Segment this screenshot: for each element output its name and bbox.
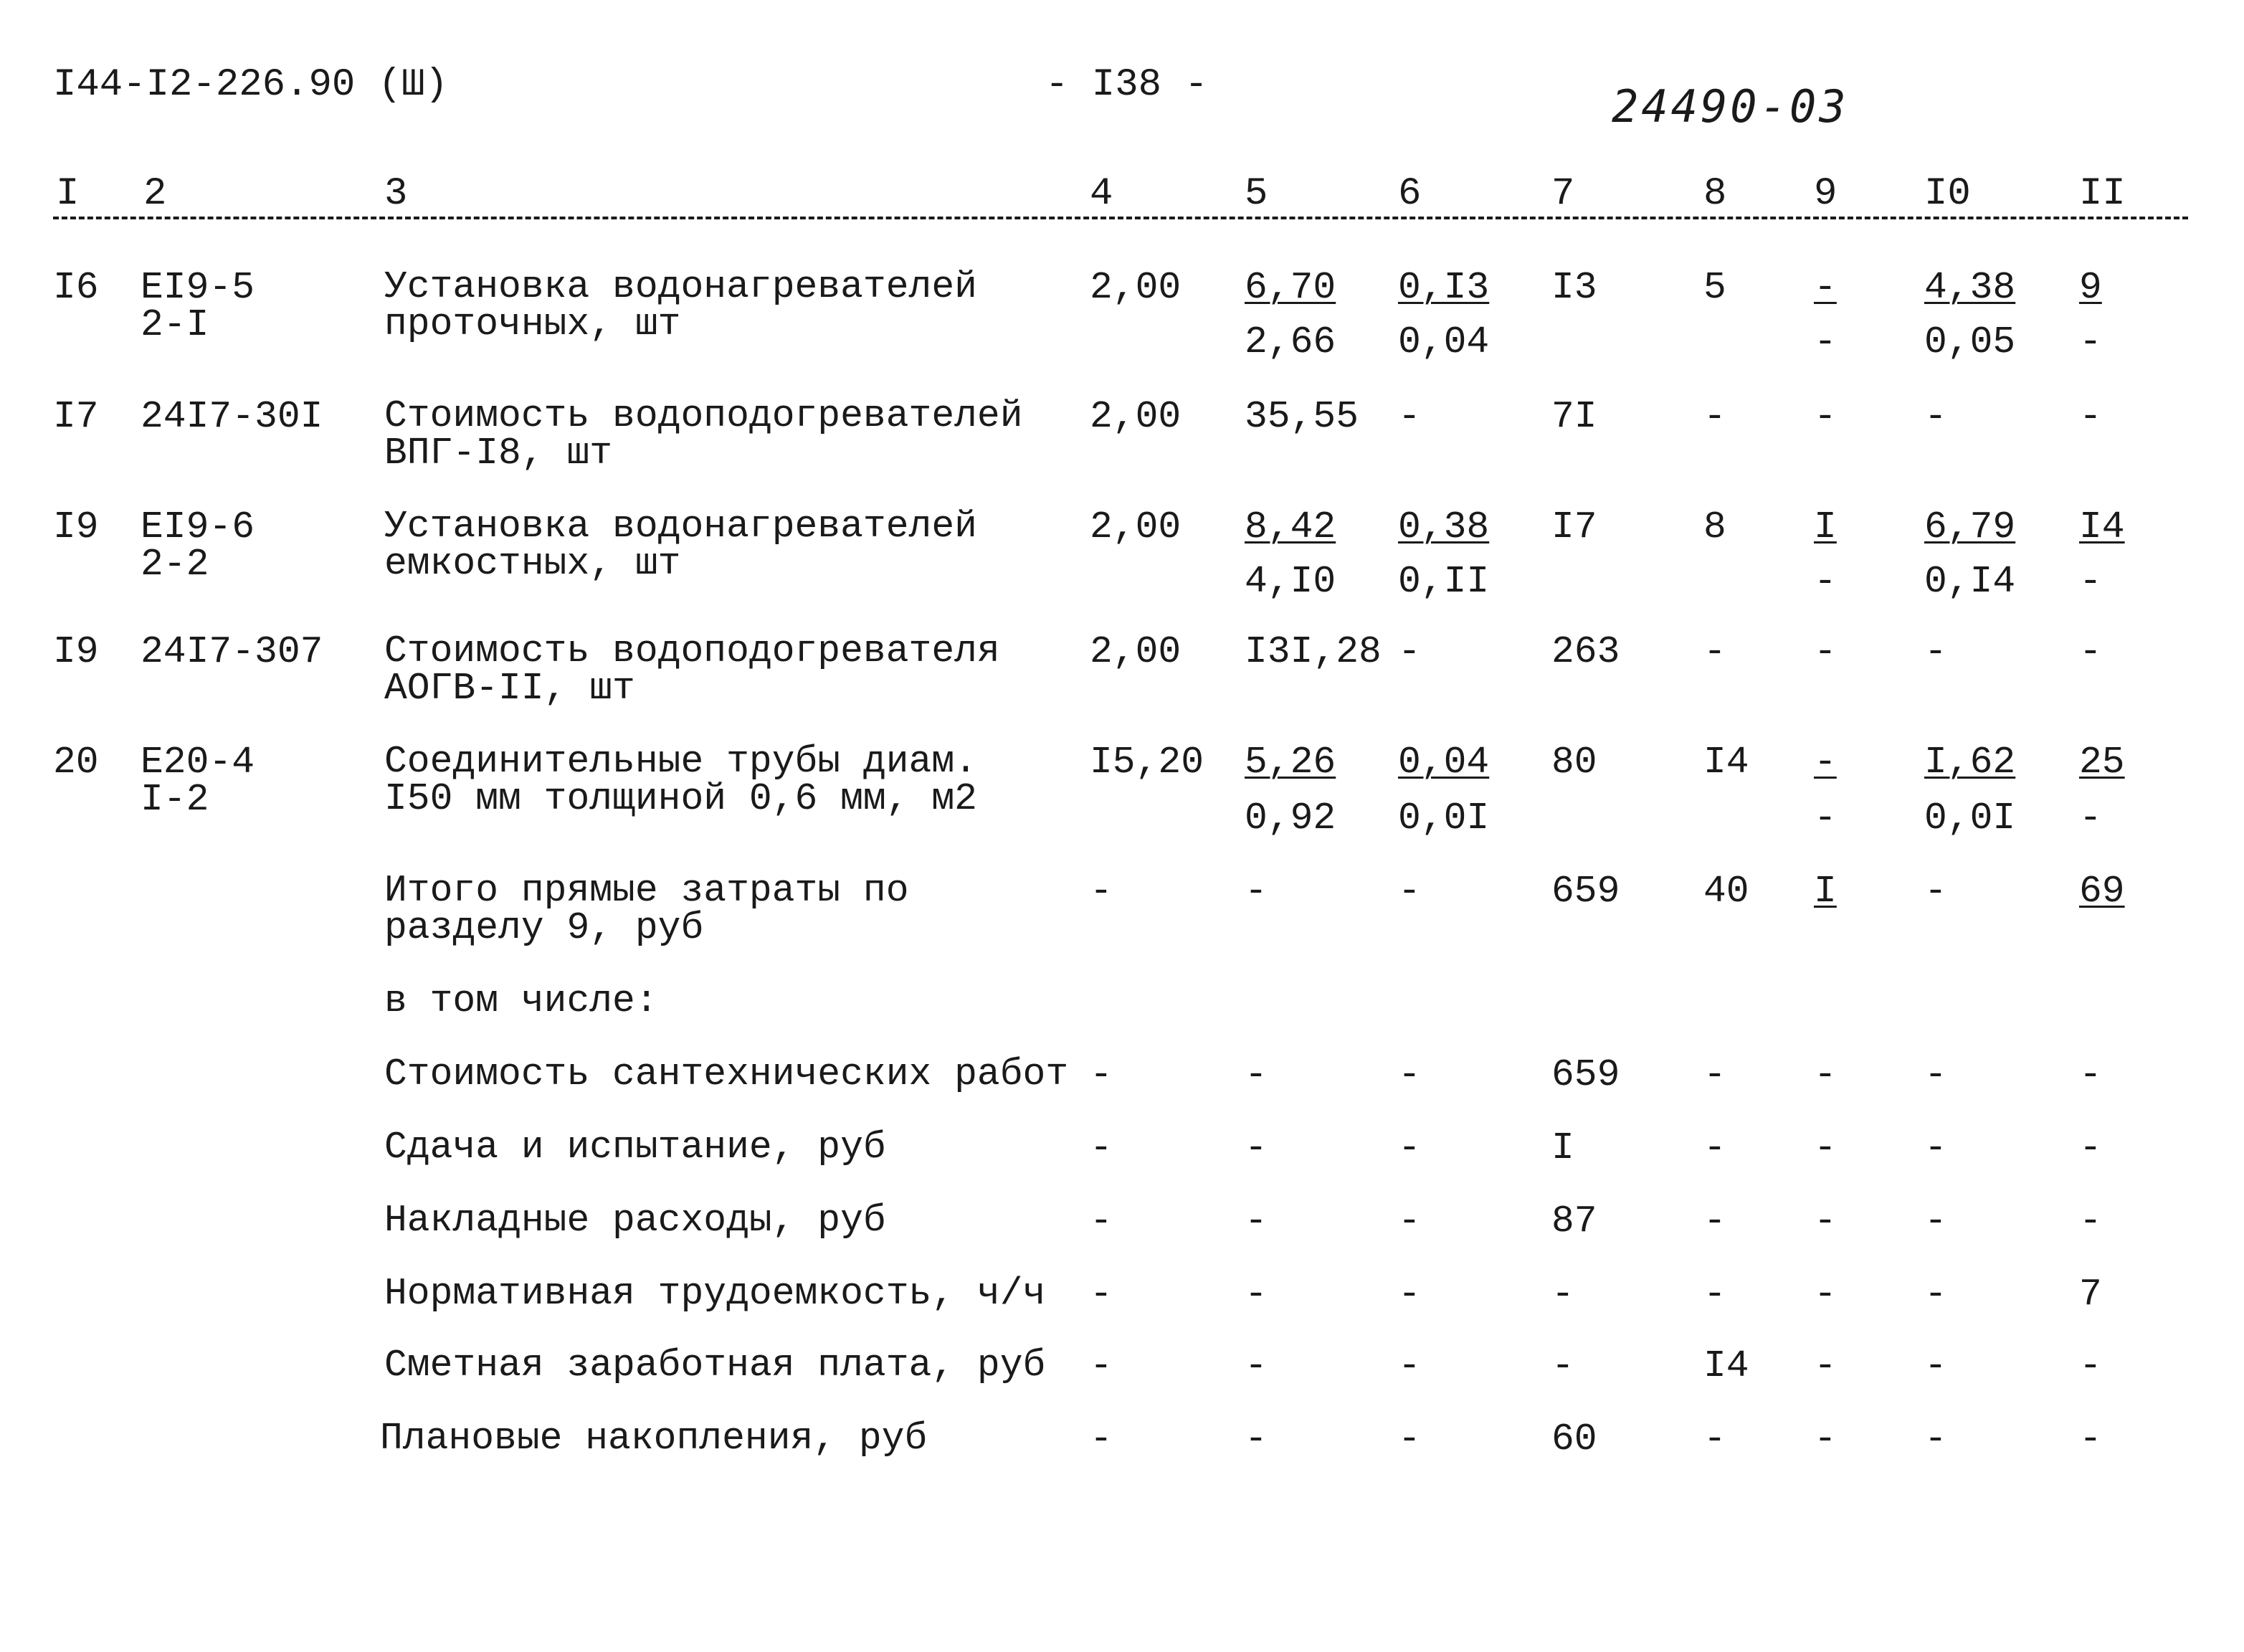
col8-value: - [1703,395,1726,438]
summary-col10: - [1924,1126,1947,1169]
page-number: - I38 - [1045,63,1208,107]
col8-value: - [1703,630,1726,673]
including-label: в том числе: [384,979,658,1022]
summary-col8: - [1703,1200,1726,1243]
summary-col10: - [1924,1273,1947,1316]
work-description-cont: проточных, шт [384,303,681,346]
unit-cost: 8,42 [1245,505,1336,549]
column-header: 8 [1703,172,1727,216]
totals-col9: I [1814,870,1837,913]
rate-code-sub: I-2 [141,778,209,821]
col10-sub: 0,05 [1924,321,2016,364]
totals-col8: 40 [1703,870,1749,913]
column-header: 5 [1245,172,1268,216]
total-cost: 7I [1551,395,1597,438]
col11-sub: - [2079,321,2102,364]
summary-col5: - [1245,1344,1268,1387]
summary-col9: - [1814,1053,1837,1096]
col11-value: - [2079,630,2102,673]
totals-col4: - [1090,870,1113,913]
sheet-number: 24490-03 [1612,80,1849,133]
summary-col4: - [1090,1053,1113,1096]
summary-col4: - [1090,1418,1113,1461]
totals-label-cont: разделу 9, руб [384,906,704,949]
column-header: 9 [1814,172,1837,216]
summary-col5: - [1245,1053,1268,1096]
summary-col11: 7 [2079,1273,2102,1316]
summary-col6: - [1398,1200,1421,1243]
summary-col6: - [1398,1053,1421,1096]
col6-value: - [1398,395,1421,438]
column-header: 2 [143,172,167,216]
column-header: II [2079,172,2126,216]
summary-col7: - [1551,1273,1574,1316]
col6-value: - [1398,630,1421,673]
summary-col10: - [1924,1200,1947,1243]
quantity: 2,00 [1090,266,1182,309]
summary-col4: - [1090,1200,1113,1243]
col11-value: - [2079,395,2102,438]
summary-col5: - [1245,1418,1268,1461]
summary-col6: - [1398,1126,1421,1169]
summary-col8: - [1703,1053,1726,1096]
col6-sub: 0,II [1398,560,1490,603]
summary-col6: - [1398,1344,1421,1387]
unit-cost-sub: 2,66 [1245,321,1336,364]
summary-label: Накладные расходы, руб [384,1199,886,1242]
col8-value: 5 [1703,266,1726,309]
summary-label: Стоимость сантехнических работ [384,1053,1069,1096]
col9-value: - [1814,395,1837,438]
unit-cost-sub: 0,92 [1245,797,1336,840]
summary-col8: - [1703,1418,1726,1461]
col6-value: 0,I3 [1398,266,1490,309]
col6-sub: 0,0I [1398,797,1490,840]
rate-code: EI9-6 [141,505,255,549]
summary-col7: I [1551,1126,1574,1169]
summary-col4: - [1090,1126,1113,1169]
col11-sub: - [2079,560,2102,603]
row-number: 20 [53,741,99,784]
row-number: I6 [53,266,99,309]
total-cost: I7 [1551,505,1597,549]
work-description: Установка водонагревателей [384,505,977,548]
summary-label: Плановые накопления, руб [380,1417,928,1460]
quantity: I5,20 [1090,741,1204,784]
col11-sub: - [2079,797,2102,840]
col8-value: 8 [1703,505,1726,549]
work-description: Соединительные трубы диам. [384,740,977,783]
summary-col10: - [1924,1053,1947,1096]
col11-value: 9 [2079,266,2102,309]
totals-col10: - [1924,870,1947,913]
col11-value: I4 [2079,505,2125,549]
unit-cost-sub: 4,I0 [1245,560,1336,603]
summary-col9: - [1814,1126,1837,1169]
summary-label: Сметная заработная плата, руб [384,1344,1046,1387]
quantity: 2,00 [1090,395,1182,438]
summary-col10: - [1924,1344,1947,1387]
summary-col11: - [2079,1344,2102,1387]
unit-cost: 6,70 [1245,266,1336,309]
rate-code-sub: 2-2 [141,543,209,586]
work-description-cont: I50 мм толщиной 0,6 мм, м2 [384,777,977,820]
summary-col11: - [2079,1418,2102,1461]
row-number: I7 [53,395,99,438]
summary-col5: - [1245,1273,1268,1316]
header-dashed-rule [53,217,2188,219]
col6-sub: 0,04 [1398,321,1490,364]
summary-col7: 87 [1551,1200,1597,1243]
summary-col5: - [1245,1126,1268,1169]
column-header: 3 [384,172,408,216]
col10-value: - [1924,630,1947,673]
unit-cost: 35,55 [1245,395,1359,438]
summary-col9: - [1814,1344,1837,1387]
document-code: I44-I2-226.90 (Ш) [53,63,448,107]
row-number: I9 [53,505,99,549]
summary-col8: - [1703,1273,1726,1316]
rate-code: E20-4 [141,741,255,784]
summary-col6: - [1398,1418,1421,1461]
total-cost: I3 [1551,266,1597,309]
totals-col6: - [1398,870,1421,913]
col10-value: - [1924,395,1947,438]
col8-value: I4 [1703,741,1749,784]
work-description-cont: ВПГ-I8, шт [384,432,613,475]
col6-value: 0,38 [1398,505,1490,549]
col9-value: I [1814,505,1837,549]
work-description: Стоимость водоподогревателя [384,630,1000,673]
work-description: Установка водонагревателей [384,265,977,308]
work-description-cont: емкостных, шт [384,542,681,585]
summary-label: Нормативная трудоемкость, ч/ч [384,1272,1046,1315]
summary-label: Сдача и испытание, руб [384,1126,886,1169]
summary-col5: - [1245,1200,1268,1243]
column-header: I0 [1924,172,1971,216]
summary-col11: - [2079,1053,2102,1096]
quantity: 2,00 [1090,630,1182,673]
summary-col11: - [2079,1200,2102,1243]
totals-label: Итого прямые затраты по [384,869,909,912]
rate-code: EI9-5 [141,266,255,309]
rate-code: 24I7-307 [141,630,323,673]
unit-cost: 5,26 [1245,741,1336,784]
col10-value: I,62 [1924,741,2016,784]
summary-col10: - [1924,1418,1947,1461]
col9-value: - [1814,741,1837,784]
col10-value: 4,38 [1924,266,2016,309]
totals-col11: 69 [2079,870,2125,913]
column-header: 6 [1398,172,1422,216]
col9-value: - [1814,630,1837,673]
summary-col4: - [1090,1344,1113,1387]
totals-col7: 659 [1551,870,1620,913]
work-description-cont: АОГВ-II, шт [384,667,635,710]
summary-col9: - [1814,1418,1837,1461]
col9-sub: - [1814,797,1837,840]
column-header: 4 [1090,172,1113,216]
col9-sub: - [1814,560,1837,603]
col10-sub: 0,0I [1924,797,2016,840]
summary-col6: - [1398,1273,1421,1316]
summary-col8: - [1703,1126,1726,1169]
rate-code-sub: 2-I [141,303,209,346]
row-number: I9 [53,630,99,673]
totals-col5: - [1245,870,1268,913]
summary-col7: 60 [1551,1418,1597,1461]
column-header: 7 [1551,172,1575,216]
quantity: 2,00 [1090,505,1182,549]
summary-col11: - [2079,1126,2102,1169]
column-header: I [56,172,80,216]
col9-sub: - [1814,321,1837,364]
col10-value: 6,79 [1924,505,2016,549]
unit-cost: I3I,28 [1245,630,1382,673]
work-description: Стоимость водоподогревателей [384,394,1023,437]
summary-col7: - [1551,1344,1574,1387]
total-cost: 80 [1551,741,1597,784]
summary-col8: I4 [1703,1344,1749,1387]
summary-col9: - [1814,1273,1837,1316]
summary-col9: - [1814,1200,1837,1243]
col10-sub: 0,I4 [1924,560,2016,603]
col9-value: - [1814,266,1837,309]
summary-col7: 659 [1551,1053,1620,1096]
col6-value: 0,04 [1398,741,1490,784]
rate-code: 24I7-30I [141,395,323,438]
total-cost: 263 [1551,630,1620,673]
summary-col4: - [1090,1273,1113,1316]
col11-value: 25 [2079,741,2125,784]
